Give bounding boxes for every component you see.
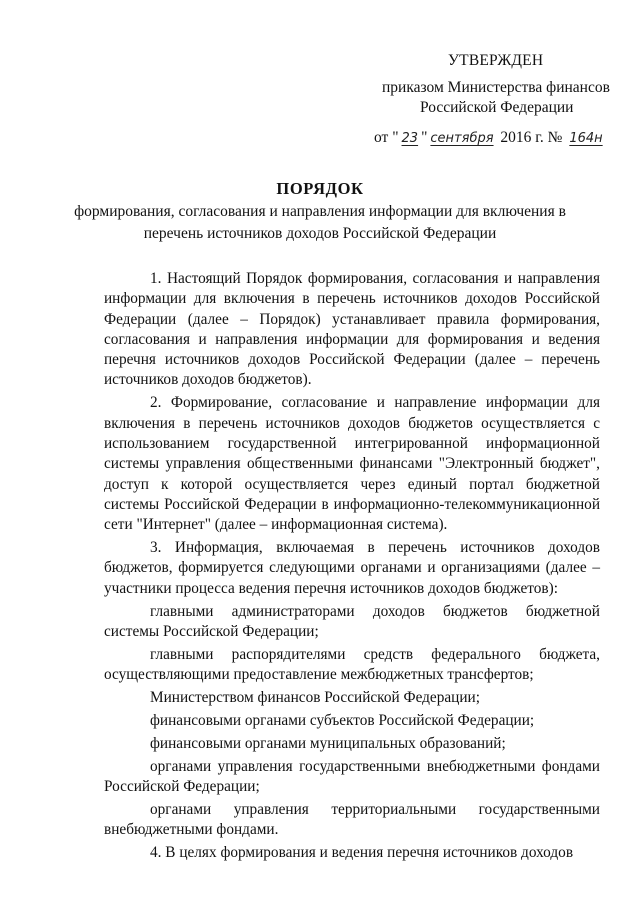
document-heading: ПОРЯДОК [276, 179, 364, 198]
document-title-block [0, 178, 640, 244]
paragraph-2: 2. Формирование, согласование и направление информации для включения в перечень источников доходов бюджетов осуществляется с использованием государственной интегрированной информационной системы управления общественными финансами "Электронный бюджет", доступ к которой осуществляется через единый портал бюджетной системы Российской Федерации в информационно-телекоммуникационной сети "Интернет" (далее – информационная система). [104, 394, 600, 534]
approval-title: УТВЕРЖДЕН [448, 52, 544, 69]
list-item: финансовыми органами субъектов Российской Федерации; [150, 711, 535, 729]
list-item: финансовыми органами муниципальных образований; [150, 734, 506, 752]
document-subheading-line-2: перечень источников доходов Российской Федерации [143, 225, 497, 242]
date-month: сентября [430, 131, 494, 146]
date-day: 23 [401, 131, 419, 146]
approval-line-ministry: приказом Министерства финансов [382, 79, 610, 96]
date-prefix: от " [374, 129, 399, 146]
list-item: органами управления государственными внебюджетными фондами Российской Федерации; [104, 757, 600, 795]
approval-line-federation: Российской Федерации [420, 99, 574, 116]
document-subheading-line-1: формирования, согласования и направления информации для включения в [74, 203, 566, 220]
list-item: органами управления территориальными государственными внебюджетными фондами. [104, 800, 600, 839]
paragraph-3: 3. Информация, включаемая в перечень источников доходов бюджетов, формируется следующими органами и организациями (далее – участники процесса ведения перечня источников доходов бюджетов): [104, 539, 600, 597]
paragraph-4: 4. В целях формирования и ведения перечня источников доходов [150, 843, 574, 861]
approval-date-line [374, 127, 606, 150]
date-year: 2016 г. № [500, 129, 563, 146]
list-item: Министерством финансов Российской Федерации; [150, 688, 480, 706]
date-quote: " [421, 129, 428, 146]
document-body [104, 269, 600, 866]
paragraph-1: 1. Настоящий Порядок формирования, согласования и направления информации для включения в перечень источников доходов Российской Федерации (далее – Порядок) устанавливает правила формирования, согласования и направления информации для формирования и ведения перечня источников доходов Российской Федерации (далее – перечень источников доходов бюджетов). [104, 270, 600, 389]
list-item: главными распорядителями средств федерального бюджета, осуществляющими предоставление межбюджетных трансфертов; [104, 645, 600, 684]
list-item: главными администраторами доходов бюджетов бюджетной системы Российской Федерации; [104, 602, 600, 640]
order-number: 164н [569, 131, 603, 146]
